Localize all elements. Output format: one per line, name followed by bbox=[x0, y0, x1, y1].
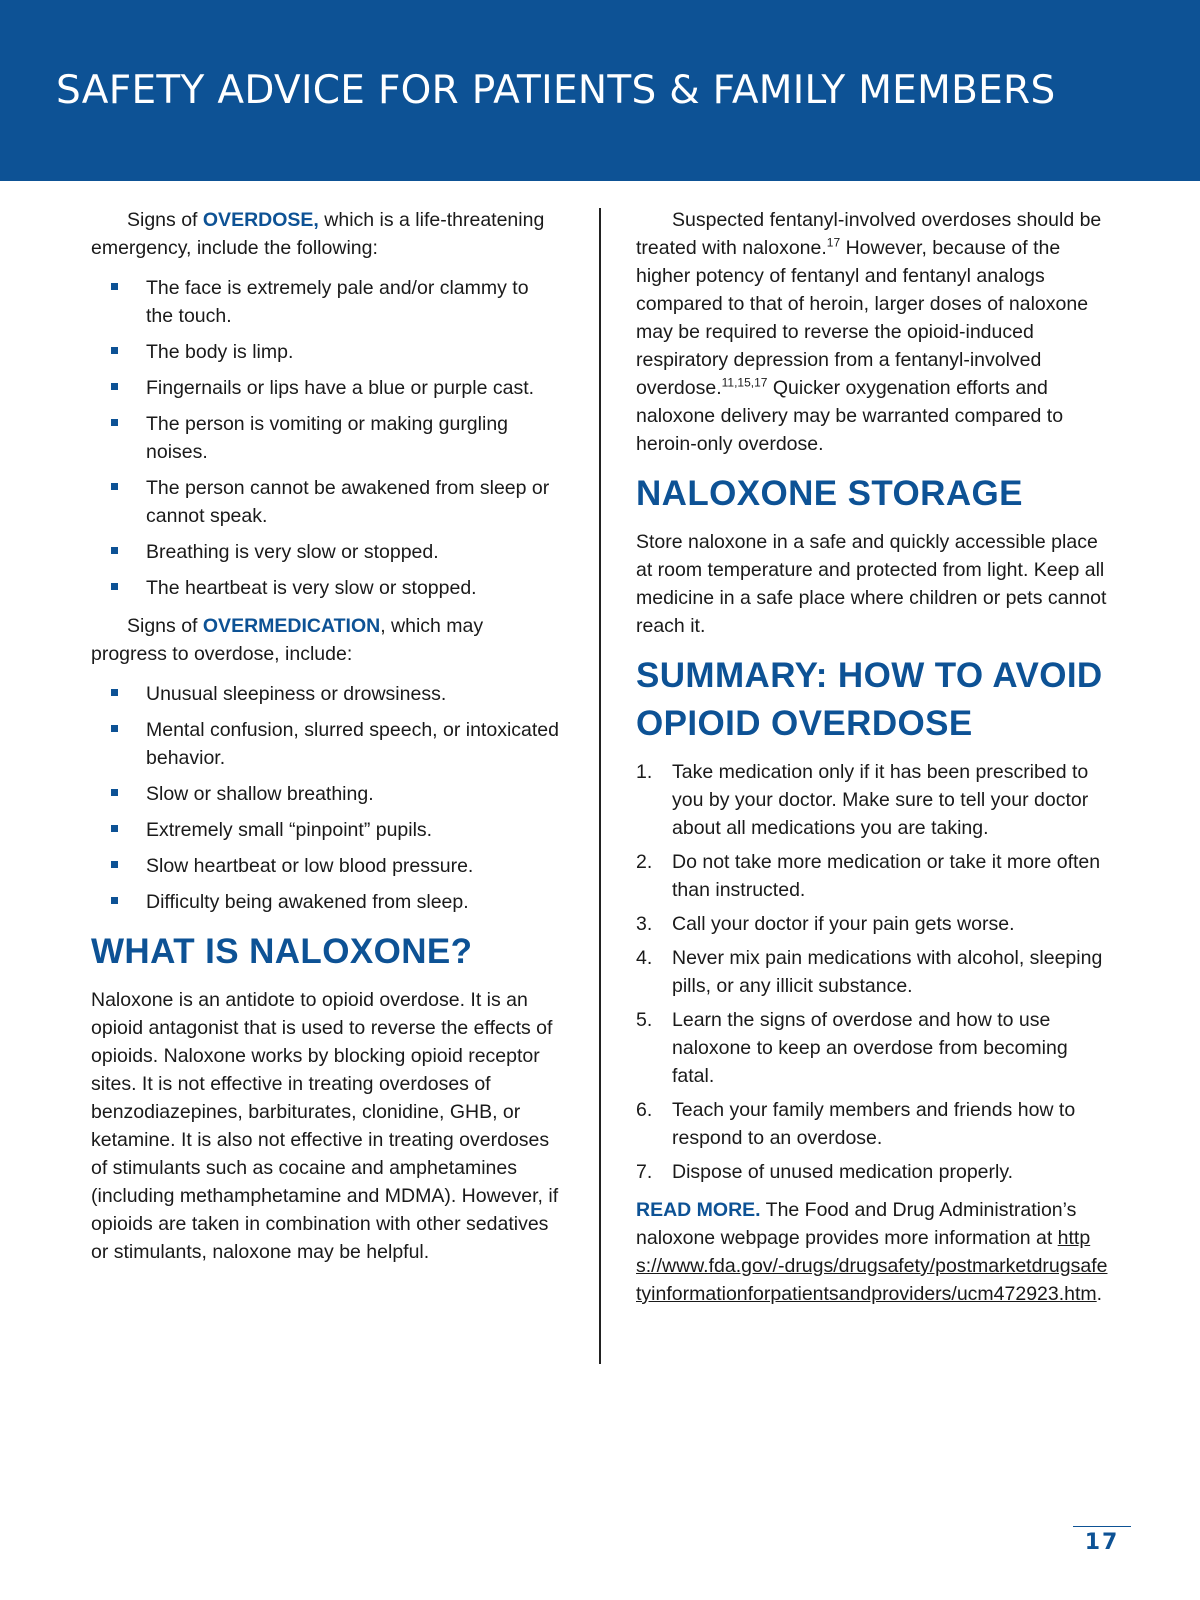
naloxone-body: Naloxone is an antidote to opioid overdose. It is an opioid antagonist that is used to reverse the effects of opioids. Naloxone works by blocking opioid receptor sites. It is not effective in treating overdoses of benzodiazepines, barbiturates, clonidine, GHB, or ketamine. It is also not effective in treating overdoses of stimulants such as cocaine and amphetamines (including methamphetamine and MDMA). However, if opioids are taken in combination with other sedatives or stimulants, naloxone may be helpful. bbox=[91, 989, 559, 1263]
left-column bbox=[91, 206, 561, 1266]
list-item-text: Do not take more medication or take it more often than instructed. bbox=[672, 851, 1101, 901]
overmedication-signs-list bbox=[91, 680, 561, 916]
square-bullet-icon bbox=[111, 897, 118, 904]
read-more-text: The Food and Drug Administration’s naloxone webpage provides more information at bbox=[636, 1199, 1077, 1249]
list-item bbox=[91, 852, 561, 880]
square-bullet-icon bbox=[111, 419, 118, 426]
overdose-keyword: OVERDOSE, bbox=[202, 209, 319, 231]
fentanyl-text-2: However, because of the higher potency of fentanyl and fentanyl analogs compared to that of heroin, larger doses of naloxone may be required to reverse the opioid-induced respiratory depression from a fentanyl-involved overdose. bbox=[636, 237, 1089, 399]
page-title: SAFETY ADVICE FOR PATIENTS & FAMILY MEMBERS bbox=[56, 68, 1056, 113]
list-number: 1. bbox=[636, 761, 653, 783]
list-item bbox=[636, 1096, 1111, 1152]
fentanyl-text-3: Quicker oxygenation efforts and naloxone delivery may be warranted compared to heroin-only overdose. bbox=[636, 377, 1064, 455]
square-bullet-icon bbox=[111, 789, 118, 796]
list-item bbox=[91, 680, 561, 708]
list-number: 6. bbox=[636, 1099, 653, 1121]
square-bullet-icon bbox=[111, 689, 118, 696]
page-number-rule bbox=[1073, 1526, 1131, 1527]
list-number: 3. bbox=[636, 913, 653, 935]
citation-superscript: 17 bbox=[826, 235, 841, 250]
list-item-text: The person is vomiting or making gurgling noises. bbox=[146, 413, 509, 463]
overdose-signs-list bbox=[91, 274, 561, 602]
summary-list bbox=[636, 758, 1111, 1186]
summary-heading: SUMMARY: HOW TO AVOID OPIOID OVERDOSE bbox=[636, 656, 1103, 743]
overdose-intro-pre: Signs of bbox=[127, 209, 203, 231]
fda-link[interactable]: https://www.fda.gov/-drugs/drugsafety/postmarketdrugsafetyinformationforpatientsandproviders/ucm472923.htm bbox=[636, 1227, 1108, 1305]
list-item bbox=[636, 910, 1111, 938]
list-item-text: Unusual sleepiness or drowsiness. bbox=[146, 683, 447, 705]
list-item bbox=[91, 716, 561, 772]
overmedication-intro bbox=[91, 612, 561, 668]
header-banner bbox=[0, 0, 1200, 181]
overmed-intro-post: , which may progress to overdose, include: bbox=[91, 615, 484, 665]
overdose-intro-post: which is a life-threatening emergency, include the following: bbox=[91, 209, 545, 259]
list-item-text: Slow heartbeat or low blood pressure. bbox=[146, 855, 474, 877]
list-item-text: Slow or shallow breathing. bbox=[146, 783, 374, 805]
square-bullet-icon bbox=[111, 383, 118, 390]
page-number: 17 bbox=[1084, 1530, 1120, 1555]
list-number: 2. bbox=[636, 851, 653, 873]
list-item bbox=[636, 1158, 1111, 1186]
list-item-text: The person cannot be awakened from sleep or cannot speak. bbox=[146, 477, 550, 527]
read-more-paragraph bbox=[636, 1196, 1111, 1308]
fentanyl-paragraph bbox=[636, 206, 1111, 458]
square-bullet-icon bbox=[111, 583, 118, 590]
overdose-intro bbox=[91, 206, 561, 262]
list-item bbox=[91, 888, 561, 916]
square-bullet-icon bbox=[111, 861, 118, 868]
right-column bbox=[636, 206, 1111, 1308]
list-item bbox=[91, 410, 561, 466]
list-item bbox=[91, 538, 561, 566]
list-item-text: Extremely small “pinpoint” pupils. bbox=[146, 819, 433, 841]
list-item-text: Fingernails or lips have a blue or purple cast. bbox=[146, 377, 535, 399]
storage-heading: NALOXONE STORAGE bbox=[636, 474, 1023, 513]
list-item bbox=[636, 944, 1111, 1000]
list-item-text: The body is limp. bbox=[146, 341, 294, 363]
list-item-text: Never mix pain medications with alcohol, sleeping pills, or any illicit substance. bbox=[672, 947, 1103, 997]
list-number: 5. bbox=[636, 1009, 653, 1031]
list-item bbox=[91, 338, 561, 366]
overmedication-keyword: OVERMEDICATION bbox=[202, 615, 381, 637]
list-item-text: Difficulty being awakened from sleep. bbox=[146, 891, 469, 913]
storage-body: Store naloxone in a safe and quickly accessible place at room temperature and protected from light. Keep all medicine in a safe place where children or pets cannot reach it. bbox=[636, 531, 1107, 637]
list-item-text: Mental confusion, slurred speech, or intoxicated behavior. bbox=[146, 719, 559, 769]
read-more-end: . bbox=[1096, 1283, 1103, 1305]
list-item-text: Call your doctor if your pain gets worse. bbox=[672, 913, 1015, 935]
list-item bbox=[91, 780, 561, 808]
list-item bbox=[91, 474, 561, 530]
overmed-intro-pre: Signs of bbox=[127, 615, 203, 637]
list-item bbox=[91, 274, 561, 330]
naloxone-heading: WHAT IS NALOXONE? bbox=[91, 932, 473, 971]
list-item bbox=[636, 848, 1111, 904]
square-bullet-icon bbox=[111, 483, 118, 490]
read-more-label: READ MORE. bbox=[636, 1199, 761, 1221]
square-bullet-icon bbox=[111, 547, 118, 554]
column-divider bbox=[599, 208, 601, 1364]
list-item-text: Breathing is very slow or stopped. bbox=[146, 541, 439, 563]
list-item bbox=[91, 374, 561, 402]
square-bullet-icon bbox=[111, 347, 118, 354]
list-item-text: The heartbeat is very slow or stopped. bbox=[146, 577, 477, 599]
square-bullet-icon bbox=[111, 283, 118, 290]
list-item bbox=[91, 816, 561, 844]
square-bullet-icon bbox=[111, 725, 118, 732]
list-item-text: Teach your family members and friends how to respond to an overdose. bbox=[672, 1099, 1076, 1149]
citation-superscript: 11,15,17 bbox=[721, 375, 768, 390]
fentanyl-text-1: Suspected fentanyl-involved overdoses should be treated with naloxone. bbox=[636, 209, 1102, 259]
list-item bbox=[636, 1006, 1111, 1090]
list-item-text: Take medication only if it has been prescribed to you by your doctor. Make sure to tell your doctor about all medications you are taking. bbox=[672, 761, 1089, 839]
list-item bbox=[91, 574, 561, 602]
list-number: 7. bbox=[636, 1161, 653, 1183]
list-item-text: Dispose of unused medication properly. bbox=[672, 1161, 1014, 1183]
list-item-text: The face is extremely pale and/or clammy to the touch. bbox=[146, 277, 529, 327]
square-bullet-icon bbox=[111, 825, 118, 832]
list-item bbox=[636, 758, 1111, 842]
list-number: 4. bbox=[636, 947, 653, 969]
list-item-text: Learn the signs of overdose and how to use naloxone to keep an overdose from becoming fatal. bbox=[672, 1009, 1068, 1087]
